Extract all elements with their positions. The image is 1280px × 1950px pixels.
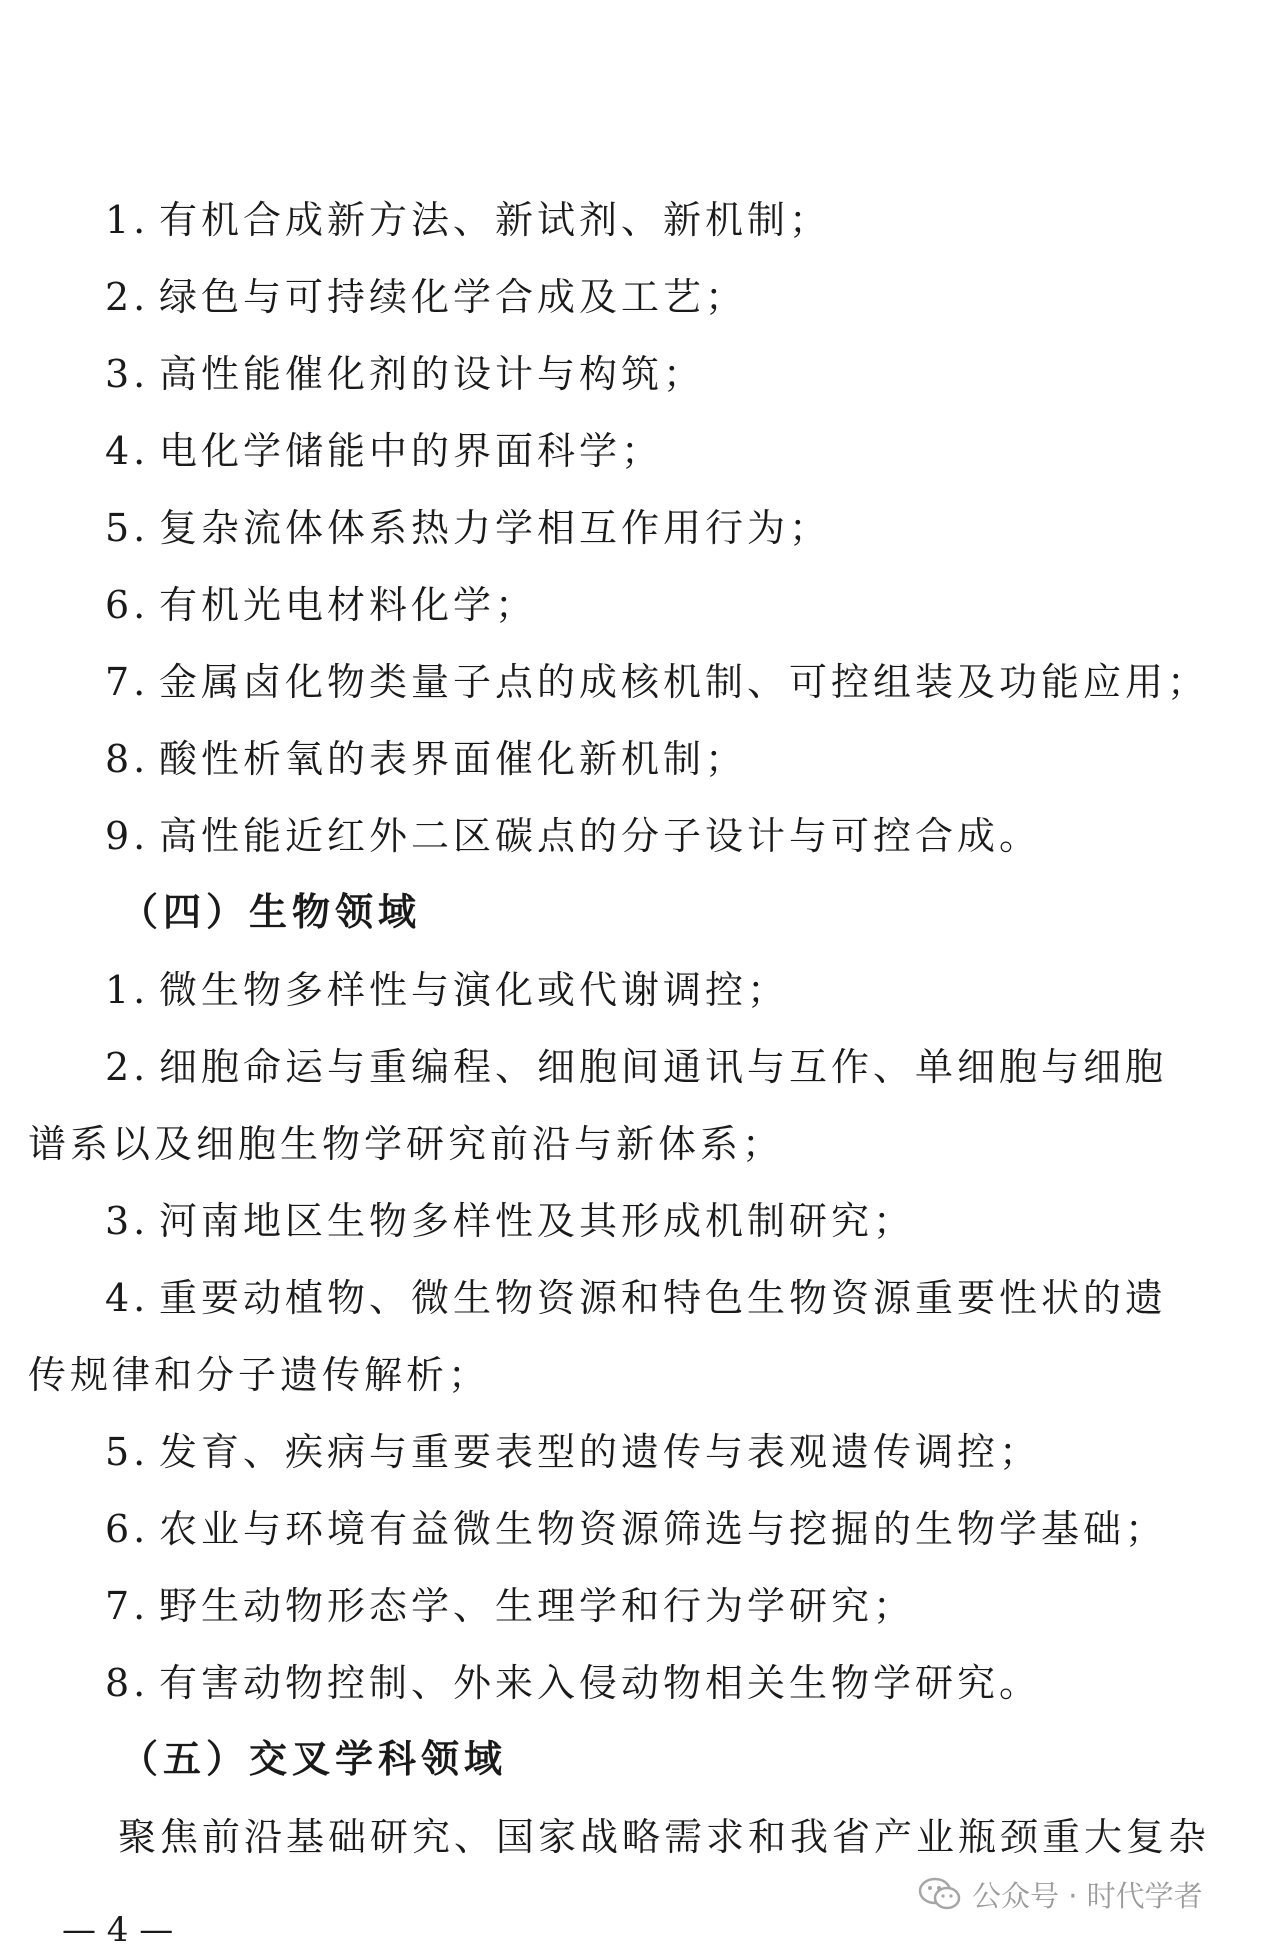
section-paragraph: 聚焦前沿基础研究、国家战略需求和我省产业瓶颈重大复杂 bbox=[118, 1815, 1211, 1859]
list-item: 5. 发育、疾病与重要表型的遗传与表观遗传调控； bbox=[105, 1430, 1042, 1474]
list-item: 1. 微生物多样性与演化或代谢调控； bbox=[105, 968, 790, 1012]
list-item: 3. 河南地区生物多样性及其形成机制研究； bbox=[105, 1199, 916, 1243]
watermark-text: 公众号 · 时代学者 bbox=[972, 1878, 1203, 1913]
page-number: — 4 — bbox=[62, 1910, 174, 1950]
list-item: 8. 有害动物控制、外来入侵动物相关生物学研究。 bbox=[105, 1661, 1042, 1705]
list-item: 8. 酸性析氧的表界面催化新机制； bbox=[105, 737, 748, 781]
wechat-icon bbox=[918, 1877, 962, 1911]
list-item: 7. 金属卤化物类量子点的成核机制、可控组装及功能应用； bbox=[105, 660, 1210, 704]
list-item: 7. 野生动物形态学、生理学和行为学研究； bbox=[105, 1584, 916, 1628]
list-item: 9. 高性能近红外二区碳点的分子设计与可控合成。 bbox=[105, 814, 1042, 858]
list-item: 6. 农业与环境有益微生物资源筛选与挖掘的生物学基础； bbox=[105, 1507, 1168, 1551]
list-item: 2. 细胞命运与重编程、细胞间通讯与互作、单细胞与细胞 bbox=[105, 1045, 1168, 1089]
section-heading-biology: （四）生物领域 bbox=[120, 890, 422, 934]
list-item: 1. 有机合成新方法、新试剂、新机制； bbox=[105, 198, 832, 242]
list-item-continuation: 传规律和分子遗传解析； bbox=[28, 1353, 491, 1397]
list-item: 3. 高性能催化剂的设计与构筑； bbox=[105, 352, 706, 396]
list-item: 5. 复杂流体体系热力学相互作用行为； bbox=[105, 506, 832, 550]
list-item: 4. 重要动植物、微生物资源和特色生物资源重要性状的遗 bbox=[105, 1276, 1168, 1320]
watermark bbox=[918, 1874, 1203, 1914]
section-heading-interdisciplinary: （五）交叉学科领域 bbox=[120, 1737, 508, 1781]
list-item-continuation: 谱系以及细胞生物学研究前沿与新体系； bbox=[28, 1122, 785, 1166]
list-item: 2. 绿色与可持续化学合成及工艺； bbox=[105, 275, 748, 319]
list-item: 6. 有机光电材料化学； bbox=[105, 583, 538, 627]
list-item: 4. 电化学储能中的界面科学； bbox=[105, 429, 664, 473]
